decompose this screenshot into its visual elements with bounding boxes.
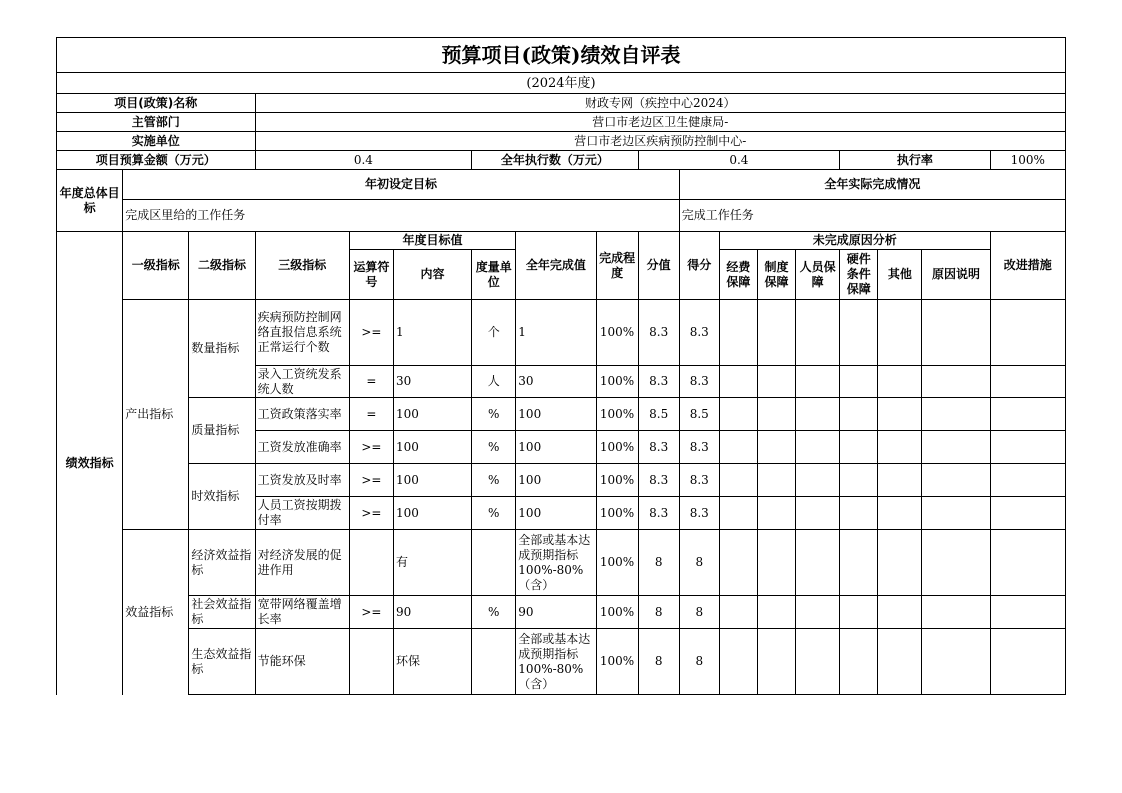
row-unit: 个 [472, 300, 516, 366]
row-actual: 90 [516, 596, 596, 629]
row-unit: 人 [472, 366, 516, 398]
row-degree: 100% [596, 398, 638, 431]
unit-label: 实施单位 [57, 132, 256, 151]
header-score-value: 分值 [638, 232, 679, 300]
header-degree: 完成程度 [596, 232, 638, 300]
header-score: 得分 [679, 232, 719, 300]
row-operator: = [349, 398, 393, 431]
row-unit: % [472, 497, 516, 530]
row-score-value: 8.3 [638, 497, 679, 530]
table-row [57, 464, 1066, 497]
row-degree: 100% [596, 431, 638, 464]
row-degree: 100% [596, 629, 638, 695]
header-improve: 改进措施 [990, 232, 1065, 300]
table-row [57, 300, 1066, 366]
row-operator: >= [349, 300, 393, 366]
exec-value: 0.4 [638, 151, 840, 170]
row-score-value: 8.5 [638, 398, 679, 431]
row-name: 工资发放准确率 [255, 431, 349, 464]
dept-value: 营口市老边区卫生健康局- [255, 113, 1065, 132]
row-score-value: 8 [638, 596, 679, 629]
row-degree: 100% [596, 596, 638, 629]
row-unit: % [472, 464, 516, 497]
header-reason-desc: 原因说明 [922, 250, 990, 300]
goal-label: 年度总体目标 [57, 170, 123, 232]
row-unit: % [472, 431, 516, 464]
row-content: 有 [393, 530, 471, 596]
perf-indicator-label: 绩效指标 [57, 232, 123, 695]
dept-label: 主管部门 [57, 113, 256, 132]
header-reason-system: 制度保障 [757, 250, 795, 300]
budget-value: 0.4 [255, 151, 472, 170]
group-ecological: 生态效益指标 [189, 629, 255, 695]
group-quantity: 数量指标 [189, 300, 255, 398]
row-score-value: 8 [638, 530, 679, 596]
row-actual: 100 [516, 464, 596, 497]
project-name: 财政专网（疾控中心2024） [255, 94, 1065, 113]
row-score-value: 8 [638, 629, 679, 695]
header-unit: 度量单位 [472, 250, 516, 300]
table-title: 预算项目(政策)绩效自评表 [57, 38, 1066, 73]
row-unit: % [472, 398, 516, 431]
row-unit [472, 530, 516, 596]
header-level2: 二级指标 [189, 232, 255, 300]
row-score: 8.3 [679, 300, 719, 366]
table-row [57, 530, 1066, 596]
group-quality: 质量指标 [189, 398, 255, 464]
row-actual: 30 [516, 366, 596, 398]
row-name: 工资发放及时率 [255, 464, 349, 497]
row-score-value: 8.3 [638, 366, 679, 398]
group-output: 产出指标 [123, 300, 189, 530]
project-name-label: 项目(政策)名称 [57, 94, 256, 113]
report-year: (2024年度) [57, 73, 1066, 94]
row-content: 90 [393, 596, 471, 629]
row-content: 100 [393, 497, 471, 530]
header-content: 内容 [393, 250, 471, 300]
goal-actual-label: 全年实际完成情况 [679, 170, 1065, 200]
header-operator: 运算符号 [349, 250, 393, 300]
row-degree: 100% [596, 497, 638, 530]
group-time: 时效指标 [189, 464, 255, 530]
header-level3: 三级指标 [255, 232, 349, 300]
row-name: 人员工资按期拨付率 [255, 497, 349, 530]
header-target-group: 年度目标值 [349, 232, 515, 250]
row-operator: = [349, 366, 393, 398]
header-reason-fund: 经费保障 [719, 250, 757, 300]
row-name: 对经济发展的促进作用 [255, 530, 349, 596]
header-reason-hardware: 硬件条件保障 [840, 250, 878, 300]
row-operator [349, 530, 393, 596]
row-actual: 全部或基本达成预期指标100%-80%（含） [516, 530, 596, 596]
row-score: 8 [679, 530, 719, 596]
header-reason-other: 其他 [878, 250, 922, 300]
row-score: 8.3 [679, 464, 719, 497]
row-degree: 100% [596, 366, 638, 398]
table-row [57, 629, 1066, 695]
row-content: 环保 [393, 629, 471, 695]
row-name: 疾病预防控制网络直报信息系统正常运行个数 [255, 300, 349, 366]
row-score: 8.3 [679, 431, 719, 464]
row-actual: 1 [516, 300, 596, 366]
row-content: 30 [393, 366, 471, 398]
row-actual: 全部或基本达成预期指标100%-80%（含） [516, 629, 596, 695]
row-unit: % [472, 596, 516, 629]
row-content: 100 [393, 398, 471, 431]
group-economic: 经济效益指标 [189, 530, 255, 596]
header-reason-group: 未完成原因分析 [719, 232, 990, 250]
row-name: 录入工资统发系统人数 [255, 366, 349, 398]
exec-label: 全年执行数（万元） [472, 151, 638, 170]
row-operator: >= [349, 497, 393, 530]
row-actual: 100 [516, 431, 596, 464]
row-name: 节能环保 [255, 629, 349, 695]
row-name: 宽带网络覆盖增长率 [255, 596, 349, 629]
row-name: 工资政策落实率 [255, 398, 349, 431]
row-degree: 100% [596, 530, 638, 596]
row-operator: >= [349, 464, 393, 497]
row-score: 8 [679, 596, 719, 629]
budget-label: 项目预算金额（万元） [57, 151, 256, 170]
row-score-value: 8.3 [638, 300, 679, 366]
row-operator: >= [349, 431, 393, 464]
goal-actual: 完成工作任务 [679, 200, 1065, 232]
row-score: 8 [679, 629, 719, 695]
rate-label: 执行率 [840, 151, 990, 170]
table-row [57, 398, 1066, 431]
header-level1: 一级指标 [123, 232, 189, 300]
row-content: 100 [393, 464, 471, 497]
group-benefit: 效益指标 [123, 530, 189, 695]
group-social: 社会效益指标 [189, 596, 255, 629]
row-score-value: 8.3 [638, 464, 679, 497]
row-unit [472, 629, 516, 695]
rate-value: 100% [990, 151, 1065, 170]
header-reason-staff: 人员保障 [796, 250, 840, 300]
row-score: 8.3 [679, 366, 719, 398]
row-score: 8.5 [679, 398, 719, 431]
table-row [57, 596, 1066, 629]
goal-initial-label: 年初设定目标 [123, 170, 680, 200]
row-degree: 100% [596, 300, 638, 366]
row-content: 100 [393, 431, 471, 464]
row-actual: 100 [516, 398, 596, 431]
row-degree: 100% [596, 464, 638, 497]
row-score: 8.3 [679, 497, 719, 530]
row-operator: >= [349, 596, 393, 629]
goal-initial: 完成区里给的工作任务 [123, 200, 680, 232]
row-actual: 100 [516, 497, 596, 530]
row-operator [349, 629, 393, 695]
self-evaluation-table [56, 37, 1066, 695]
header-actual: 全年完成值 [516, 232, 596, 300]
row-content: 1 [393, 300, 471, 366]
unit-value: 营口市老边区疾病预防控制中心- [255, 132, 1065, 151]
row-score-value: 8.3 [638, 431, 679, 464]
